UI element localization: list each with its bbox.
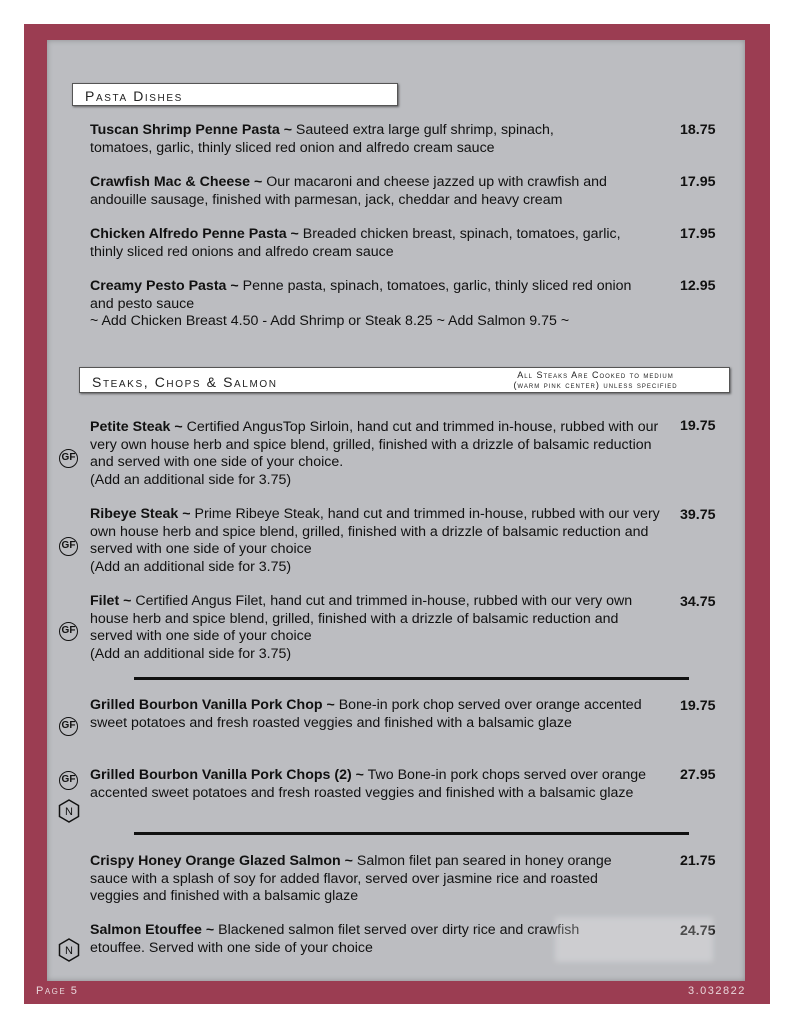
- nut-icon-label: N: [65, 806, 73, 818]
- item-addon: (Add an additional side for 3.75): [90, 558, 292, 575]
- item-price: 21.75: [680, 853, 716, 869]
- item-price: 19.75: [680, 698, 716, 714]
- item-desc: Two Bone-in pork chops served over orange accented sweet potatoes and fresh roasted veggies and finished with a balsamic glaze: [90, 767, 647, 801]
- menu-item: [90, 697, 650, 732]
- item-desc: Certified Angus Filet, hand cut and trimmed in-house, rubbed with our very own house herb and spice blend, grilled, finished with a drizzle of balsamic reduction and served with one side of your choice: [90, 593, 633, 644]
- item-desc: Breaded chicken breast, spinach, tomatoes, garlic, thinly sliced red onions and alfredo cream sauce: [90, 226, 621, 260]
- item-desc: Certified AngusTop Sirloin, hand cut and trimmed in-house, rubbed with our very own house herb and spice blend, grilled, finished with a drizzle of balsamic reduction and served with one side of your choice.: [90, 419, 659, 470]
- menu-item: [90, 122, 620, 157]
- menu-item: [90, 506, 662, 576]
- gluten-free-icon: GF: [59, 771, 78, 790]
- gluten-free-icon: GF: [59, 622, 78, 641]
- item-name: Crispy Honey Orange Glazed Salmon ~: [90, 853, 353, 869]
- item-name: Grilled Bourbon Vanilla Pork Chops (2) ~: [90, 767, 364, 783]
- page-number: Page 5: [36, 985, 79, 997]
- item-name: Crawfish Mac & Cheese ~: [90, 174, 263, 190]
- item-name: Tuscan Shrimp Penne Pasta ~: [90, 122, 292, 138]
- item-addon: (Add an additional side for 3.75): [90, 645, 292, 662]
- section-header-steaks: [79, 367, 730, 393]
- revision-code: 3.032822: [688, 985, 746, 997]
- divider: [134, 832, 689, 835]
- item-name: Chicken Alfredo Penne Pasta ~: [90, 226, 299, 242]
- item-price: 17.95: [680, 174, 716, 190]
- item-name: Ribeye Steak ~: [90, 506, 191, 522]
- menu-item: [90, 767, 655, 802]
- section-note-line: All Steaks Are Cooked to medium: [517, 370, 674, 380]
- menu-item: [90, 419, 662, 489]
- item-desc: Bone-in pork chop served over orange accented sweet potatoes and fresh roasted veggies and finished with a balsamic glaze: [90, 697, 642, 731]
- menu-item: [90, 593, 662, 663]
- item-price: 12.95: [680, 278, 716, 294]
- nut-icon: [57, 799, 81, 823]
- item-price: 19.75: [680, 418, 716, 434]
- item-desc: Our macaroni and cheese jazzed up with crawfish and andouille sausage, finished with parmesan, jack, cheddar and heavy cream: [90, 174, 607, 208]
- item-name: Grilled Bourbon Vanilla Pork Chop ~: [90, 697, 335, 713]
- nut-icon-label: N: [65, 945, 73, 957]
- item-addon: (Add an additional side for 3.75): [90, 471, 292, 488]
- item-name: Salmon Etouffee ~: [90, 922, 215, 938]
- item-desc: Sauteed extra large gulf shrimp, spinach, tomatoes, garlic, thinly sliced red onion and alfredo cream sauce: [90, 122, 554, 156]
- section-title: Steaks, Chops & Salmon: [92, 374, 278, 390]
- item-price: 17.95: [680, 226, 716, 242]
- item-price: 34.75: [680, 594, 716, 610]
- section-note-line: (warm pink center) unless specified: [513, 380, 678, 390]
- menu-item: [90, 278, 635, 331]
- item-name: Creamy Pesto Pasta ~: [90, 278, 239, 294]
- item-name: Filet ~: [90, 593, 132, 609]
- item-price: 24.75: [680, 923, 716, 939]
- section-title: Pasta Dishes: [85, 88, 183, 104]
- item-desc: Prime Ribeye Steak, hand cut and trimmed in-house, rubbed with our very own house herb and spice blend, grilled, finished with a drizzle of balsamic reduction and served with one side of your choice: [90, 506, 660, 557]
- item-desc: Blackened salmon filet served over dirty rice and crawfish etouffee. Served with one side of your choice: [90, 922, 580, 956]
- item-price: 27.95: [680, 767, 716, 783]
- item-addon: ~ Add Chicken Breast 4.50 - Add Shrimp or Steak 8.25 ~ Add Salmon 9.75 ~: [90, 313, 570, 329]
- divider: [134, 677, 689, 680]
- gluten-free-icon: GF: [59, 717, 78, 736]
- item-price: 18.75: [680, 122, 716, 138]
- scan-smudge: [555, 917, 713, 962]
- item-desc: Salmon filet pan seared in honey orange sauce with a splash of soy for added flavor, served over jasmine rice and roasted veggies and finished with a balsamic glaze: [90, 853, 612, 904]
- menu-item: [90, 174, 650, 209]
- section-header-pasta: [72, 83, 398, 106]
- section-note: [488, 370, 703, 390]
- gluten-free-icon: GF: [59, 449, 78, 468]
- gluten-free-icon: GF: [59, 537, 78, 556]
- menu-item: [90, 922, 580, 957]
- nut-icon: [57, 938, 81, 962]
- item-price: 39.75: [680, 507, 716, 523]
- menu-item: [90, 853, 635, 906]
- item-desc: Penne pasta, spinach, tomatoes, garlic, thinly sliced red onion and pesto sauce: [90, 278, 632, 312]
- menu-item: [90, 226, 635, 261]
- item-name: Petite Steak ~: [90, 419, 183, 435]
